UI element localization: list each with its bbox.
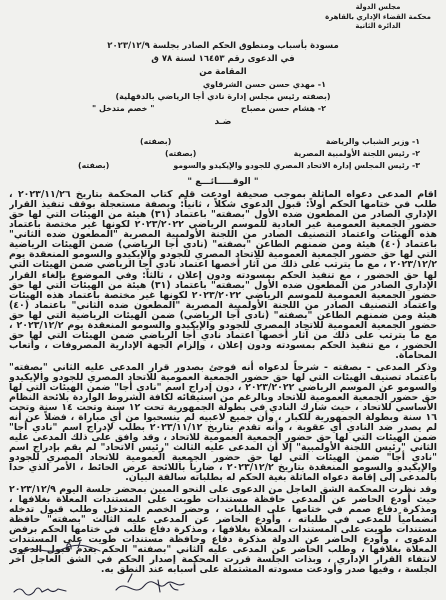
filed-by-label: المقامة من: [199, 67, 247, 77]
facts-body: [9, 190, 437, 595]
council-name: مجلس الدولة: [355, 3, 401, 11]
plaintiff-second-name: ٢- هشام حسن مصباح: [240, 104, 326, 113]
defendant-name: ١- وزير الشباب والرياضة: [325, 137, 420, 146]
case-number: في الدعوى رقم ١٦٤٥٣ لسنة ٧٨ ق: [151, 54, 295, 64]
facts-paragraph: أقام المدعى دعواه الماثلة بموجب صحيفة أودعت قلم كتاب المحكمة بتاريخ ٢٠٢٣/١١/٢٦ ، طلب في ختامها الحكم أولاً: قبول الدعوى شكلاً ، ثانياً: وبصفة مستعجلة بوقف تنفيذ القرار الإداري الصادر من المطعون ضده الأول "بصفته" باعتماد (٣١) هيئة من الهيئات التي لها حق حضور الجمعية العمومية غير العادية للموسم الرياضي ٢٠٢٣/٢٠٢٢ لكونها غير مختصة باعتماد هذه الهيئات واعتماد التصنيف الصادر من اللجنة الأولمبية المصرية "المطعون ضده الثاني" باعتماد (٤٠) هيئة ومن ضمنهم الطاعن "بصفته" (نادي أجا الرياضي) ضمن الهيئات الرياضية التي لها حق حضور الجمعية العمومية للاتحاد المصري للجودو والإيكيدو والسومو المنعقدة يوم ٢٠٢٣/١٢/٢ ، مع ما يترتب على ذلك من آثار أخصها اعتماد نادي أجا الرياضي ضمن الهيئات التي لها حق الحضور ، مع تنفيذ الحكم بمسودته ودون إعلان ، ثالثاً: وفي الموضوع بإلغاء القرار الإداري الصادر من المطعون ضده الأول "بصفته" باعتماد (٣١) هيئة من الهيئات التي لها حق حضور الجمعية العمومية للموسم الرياضي ٢٠٢٣/٢٠٢٢ لكونها غير مختصة باعتماد هذه الهيئات واعتماد التصنيف الصادر من اللجنة الأولمبية المصرية "المطعون ضده الثاني" باعتماد (٤٠) هيئة ومن ضمنهم الطاعن "بصفته" (نادي أجا الرياضي) ضمن الهيئات الرياضية التي لها حق حضور الجمعية العمومية للاتحاد المصري للجودو والإيكيدو والسومو المنعقدة يوم ٢٠٢٣/١٢/٢ ، مع ما يترتب على ذلك من آثار أخصها اعتماد نادي أجا الرياضي ضمن الهيئات التي لها حق الحضور ، مع تنفيذ الحكم بمسودته ودون إعلان ، وإلزام الجهة الإدارية المصروفات ، وأتعاب المحاماة.: [9, 190, 437, 361]
defendant-capacity: (بصفته): [165, 149, 197, 158]
defendant-name: ٣- رئيس المجلس إدارة الاتحاد المصري للجودو والإيكيدو والسومو: [173, 161, 420, 170]
defendant-capacity: (بصفته): [140, 137, 172, 146]
circuit-name: الدائرة الثانية: [355, 22, 401, 30]
plaintiff-second-role: " خصم متدخل ": [92, 104, 155, 113]
against-label: ضـد: [214, 117, 232, 127]
facts-heading: " الوقـــــائـــع ": [187, 177, 259, 187]
defendant-capacity: (بصفته): [78, 161, 110, 170]
court-header: [316, 3, 440, 32]
defendant-name: ٢- رئيس اللجنة الأولمبية المصرية: [293, 149, 420, 158]
plaintiff-first-name: ١- مهدي حسن حسن الشرقاوي: [202, 80, 326, 89]
draft-title: مسودة بأسباب ومنطوق الحكم الصادر بجلسة ٢٠٢٣/١٢/٩: [107, 41, 339, 51]
facts-paragraph: وقد نظرت المحكمة الشق العاجل من الدعوى على النحو المبين بمحضر جلسة اليوم ٢٠٢٣/١٢/٩ حيث أودع الحاضر عن المدعى حافظة مستندات طويت على المستندات المعلاة بغلافها ، ومذكرة دفاع صمم في ختامها على الطلبات ، وحضر الخصم المتدخل وطلب قبول تدخله انضمامياً للمدعى في طلباته ، وأودع الحاضر عن المدعى عليه الثالث "بصفته" حافظة مستندات طويت على المستندات المعلاة بغلافها ، ومذكرة دفاع طلب في ختامها الحكم برفض الدعوى ، وأودع الحاضر عن الدولة مذكرة دفاع وحافظة مستندات طويت على المستندات المعلاة بغلافها ، وطلب الحاضر عن المدعى عليه الثاني "بصفته" الحكم بعدم قبول الدعوى لانتفاء القرار الإداري ، وبذات الجلسة قررت المحكمة إصدار الحكم في الشق العاجل آخر الجلسة ، وفيها صدر وأودعت مسودته المشتملة على أسبابه عند النطق به.: [9, 483, 437, 576]
plaintiff-first-capacity: (بصفته رئيس مجلس إدارة نادي أجا الرياضي بالدقهلية): [115, 92, 331, 101]
court-name: محكمة القضاء الإداري بالقاهرة: [325, 12, 431, 21]
facts-paragraph: وذكر المدعى - بصفته - شرحاً لدعواه أنه فوجئ بصدور قرار المدعى عليه الثاني "بصفته" باعتماد تصنيف الهيئات التي لها حق حضور الجمعية العمومية للاتحاد المصري للجودو والإيكيدو والسومو عن الموسم الرياضي ٢٠٢٣/٢٠٢٢ ، دون إدراج اسم "نادي أجا" ضمن الهيئات التي لها حق حضور الجمعية العمومية للاتحاد وبالرغم من استيفائه لكافة الشروط الواردة بلائحة النظام الأساسي للاتحاد ، حيث شارك النادي في بطولة الجمهورية تحت ١٢ سنة وتحت ١٤ سنة وتحت ١٦ سنة وبطولة الجمهورية للكبار ، وأن جميع لاعبيه لم ينسحبوا من أي مباراة ، فضلاً عن أنه لم يصدر ضد النادي أي عقوبة ، وأنه تقدم بتاريخ ٢٠٢٣/١١/١٢ بطلب لإدراج اسم "نادي أجا" ضمن الهيئات التي لها حق حضور الجمعية العمومية للاتحاد ، وقد وافق على ذلك المدعى عليه الثاني "رئيس اللجنة الأولمبية" إلا أن المدعى عليه الثالث "رئيس الاتحاد" لم يقم بإدراج اسم "نادي أجا" ضمن الهيئات التي لها حق حضور الجمعية العمومية للاتحاد المصري للجودو والإيكيدو والسومو المنعقدة بتاريخ ٢٠٢٣/١٢/٢ ، ضارباً باللائحة عرض الحائط ، الأمر الذي حدا بالمدعى إلى إقامة دعواه الماثلة بغية الحكم له بطلباته سالفة البيان.: [9, 361, 437, 484]
